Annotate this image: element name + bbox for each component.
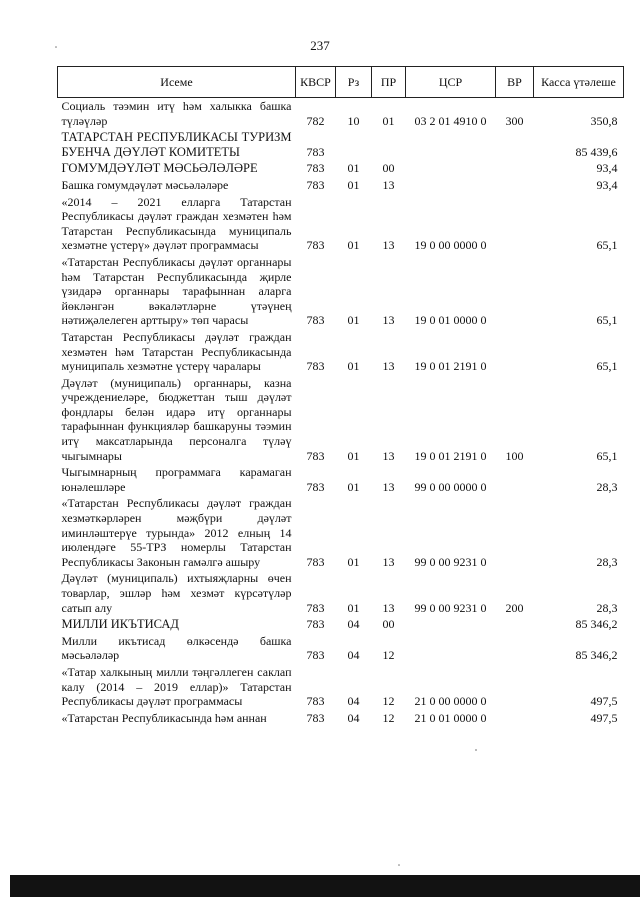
header-kvsr: КВСР [296,67,336,98]
cell-pr: 13 [382,359,395,374]
cell-kvsr: 783 [306,359,325,374]
cell-csr: 19 0 01 2191 0 [414,448,487,463]
cell-name: «Татарстан Республикасы дәүләт органнары һәм Татарстан Республикасында җирле үзидарә органнары тарафыннан аларга йөкләнгән вәкаләтләрне үтәүнең нәтиҗәлелеген арттыру» төп чарасы [61,254,292,328]
cell-kvsr: 783 [306,648,325,663]
cell-name: «2014 – 2021 елларга Татарстан Республикасы дәүләт граждан хезмәтен һәм Татарстан Республикасында муниципаль хезмәтне үстерү» дәүләт программасы [61,194,292,253]
cell-kvsr: 783 [306,144,325,159]
cell-pr: 13 [382,600,395,615]
cell-pr: 13 [382,554,395,569]
cell-pr: 01 [382,113,395,128]
cell-rz: 01 [347,554,360,569]
cell-pr: 12 [382,694,395,709]
cell-rz: 04 [347,617,360,632]
cell-sum: 28,3 [596,600,618,615]
cell-pr: 13 [382,448,395,463]
cell-pr: 13 [382,238,395,253]
cell-sum: 497,5 [590,694,618,709]
cell-csr: 21 0 00 0000 0 [414,694,487,709]
header-vr: ВР [496,67,534,98]
cell-pr: 12 [382,710,395,725]
cell-csr: 21 0 01 0000 0 [414,710,487,725]
cell-kvsr: 783 [306,448,325,463]
cell-sum: 85 346,2 [575,617,618,632]
cell-rz: 01 [347,479,360,494]
cell-rz: 01 [347,177,360,192]
cell-rz: 01 [347,448,360,463]
cell-name: Башка гомумдәүләт мәсьәләләре [61,177,229,192]
cell-csr: 03 2 01 4910 0 [414,113,487,128]
cell-vr: 200 [505,600,524,615]
cell-rz: 04 [347,694,360,709]
cell-sum: 93,4 [596,177,618,192]
cell-csr: 19 0 01 0000 0 [414,313,487,328]
cell-kvsr: 783 [306,710,325,725]
cell-name: Дәүләт (муниципаль) ихтыяҗларны өчен товарлар, эшләр һәм хезмәт күрсәтүләр сатып алу [61,571,292,615]
header-pr: ПР [372,67,406,98]
page-number: 237 [310,38,330,53]
cell-name: Чыгымнарның программага карамаган юнәлешләре [61,465,292,494]
cell-kvsr: 783 [306,617,325,632]
cell-kvsr: 782 [306,113,325,128]
cell-vr: 300 [505,113,524,128]
cell-pr: 12 [382,648,395,663]
cell-sum: 65,1 [596,238,618,253]
cell-name: МИЛЛИ ИКЪТИСАД [61,617,179,632]
cell-sum: 350,8 [590,113,618,128]
cell-sum: 28,3 [596,554,618,569]
cell-pr: 13 [382,177,395,192]
cell-sum: 85 346,2 [575,648,618,663]
cell-kvsr: 783 [306,694,325,709]
cell-sum: 85 439,6 [575,144,618,159]
cell-sum: 28,3 [596,479,618,494]
cell-pr: 13 [382,479,395,494]
cell-csr: 99 0 00 9231 0 [414,554,487,569]
cell-sum: 65,1 [596,448,618,463]
cell-name: Социаль тәэмин итү һәм халыкка башка түләүләр [61,99,292,128]
cell-name: «Татар халкының милли тәңгәллеген саклап калу (2014 – 2019 еллар)» Татарстан Республикасы дәүләт программасы [61,664,292,709]
cell-csr: 19 0 00 0000 0 [414,238,487,253]
cell-csr: 19 0 01 2191 0 [414,359,487,374]
cell-kvsr: 783 [306,554,325,569]
cell-pr: 13 [382,313,395,328]
cell-sum: 65,1 [596,313,618,328]
cell-name: ТАТАРСТАН РЕСПУБЛИКАСЫ ТУРИЗМ БУЕНЧА ДӘҮЛӘТ КОМИТЕТЫ [61,130,292,159]
cell-name: «Татарстан Республикасы дәүләт граждан хезмәткәрләрен мәҗбүри дәүләт иминләштерүе турында» 2012 елның 14 июлендәге 55-ТРЗ номерлы Татарстан Республикасы Законын гамәлгә ашыру [61,496,292,569]
header-name: Исеме [58,67,296,98]
cell-vr: 100 [505,448,524,463]
cell-pr: 00 [382,161,395,176]
header-rz: Рз [336,67,372,98]
cell-sum: 65,1 [596,359,618,374]
cell-name: Милли икътисад өлкәсендә башка мәсьәләләр [61,633,292,663]
cell-csr: 99 0 00 0000 0 [414,479,487,494]
cell-rz: 01 [347,359,360,374]
cell-kvsr: 783 [306,479,325,494]
cell-pr: 00 [382,617,395,632]
cell-kvsr: 783 [306,177,325,192]
cell-sum: 93,4 [596,161,618,176]
cell-rz: 01 [347,161,360,176]
cell-name: «Татарстан Республикасында һәм аннан [61,710,267,725]
cell-rz: 04 [347,710,360,725]
cell-rz: 01 [347,238,360,253]
cell-rz: 10 [347,113,360,128]
scan-edge-bar [10,875,640,897]
cell-kvsr: 783 [306,600,325,615]
cell-name: Дәүләт (муниципаль) органнары, казна учреждениеләре, бюджеттан тыш дәүләт фондлары белән идарә итү органнары тарафыннан функцияләр башкаруны тәэмин итү максатларында персоналга түләү чыгымнары [61,375,292,463]
header-csr: ЦСР [406,67,496,98]
header-sum: Касса үтәлеше [534,67,624,98]
cell-kvsr: 783 [306,161,325,176]
cell-name: ГОМУМДӘҮЛӘТ МӘСЬӘЛӘЛӘРЕ [61,161,258,176]
cell-rz: 01 [347,600,360,615]
cell-kvsr: 783 [306,238,325,253]
cell-rz: 04 [347,648,360,663]
cell-name: Татарстан Республикасы дәүләт граждан хезмәтен һәм Татарстан Республикасында муниципаль хезмәтне үстерү чаралары [61,329,292,374]
cell-csr: 99 0 00 9231 0 [414,600,487,615]
cell-kvsr: 783 [306,313,325,328]
cell-rz: 01 [347,313,360,328]
cell-sum: 497,5 [590,710,618,725]
